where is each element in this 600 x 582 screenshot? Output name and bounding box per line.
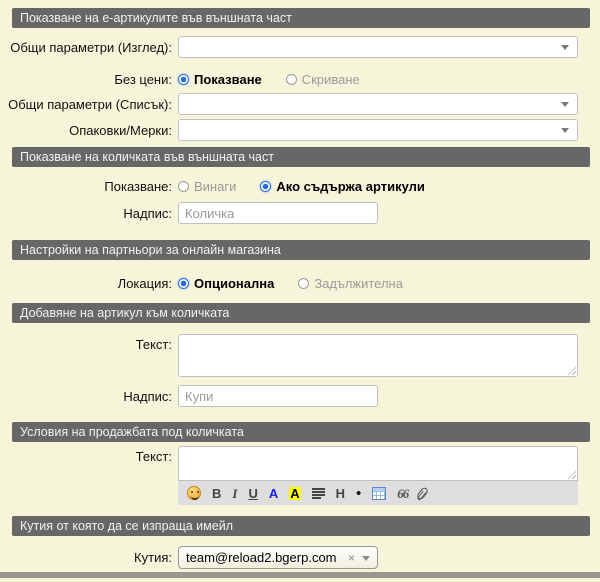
caret-down-icon[interactable] [362,556,370,565]
radio-selected-icon [178,278,189,289]
text-color-button[interactable]: A [268,485,279,501]
emoji-icon[interactable] [187,486,201,500]
pokazvane-label: Показване: [104,179,172,194]
attachment-paperclip-icon[interactable] [416,486,430,501]
section-header-sale-terms: Условия на продажбата под количката [12,422,590,442]
caret-down-icon [561,45,569,54]
opakovki-label: Опаковки/Мерки: [69,122,172,138]
lokacia-label: Локация: [117,276,172,291]
radio-label: Показване [194,72,262,87]
section-header-email-box: Кутия от която да се изпраща имейл [12,516,590,536]
bez-ceni-radio-group [178,72,360,87]
section-header-cart-display: Показване на количката във външната част [12,147,590,167]
nadpis2-label: Надпис: [123,388,172,404]
radio-label: Винаги [194,179,237,194]
bullet-list-button[interactable]: • [356,484,362,502]
section-header-add-to-cart: Добавяне на артикул към количката [12,303,590,323]
cart-caption-input[interactable] [178,202,378,224]
izgled-label: Общи параметри (Изглед): [10,39,172,55]
izgled-select[interactable] [178,36,578,58]
caret-down-icon [561,102,569,111]
radio-selected-icon [178,74,189,85]
radio-option-vinagi[interactable] [178,179,236,194]
email-box-combo[interactable] [178,546,378,569]
table-icon[interactable] [372,487,386,500]
buy-caption-input[interactable] [178,385,378,407]
section-header-partner-settings: Настройки на партньори за онлайн магазина [12,240,590,260]
online-shop-settings-form [0,8,600,578]
opakovki-select[interactable] [178,119,578,141]
bold-button[interactable]: B [212,485,222,501]
clear-x-icon[interactable]: × [347,550,355,565]
tekst2-label: Текст: [135,449,172,464]
radio-option-skrivane[interactable] [286,72,360,87]
heading-button[interactable]: H [335,485,346,501]
spisak-label: Общи параметри (Списък): [8,96,172,112]
email-box-value: team@reload2.bgerp.com [186,550,337,565]
radio-option-zadalzhitelna[interactable] [298,276,403,291]
radio-label: Задължителна [314,276,403,291]
next-section-header-partial [0,572,600,578]
lokacia-radio-group [178,276,403,291]
radio-label: Опционална [194,276,275,291]
kutia-label: Кутия: [134,550,172,565]
tekst-label: Текст: [135,337,172,352]
radio-label: Ако съдържа артикули [276,179,425,194]
bez-ceni-label: Без цени: [114,72,172,87]
radio-label: Скриване [301,72,360,87]
highlight-button[interactable]: A [290,485,300,501]
italic-button[interactable]: I [232,485,238,501]
align-left-icon[interactable] [312,488,325,499]
underline-button[interactable]: U [248,485,258,501]
richtext-toolbar [178,481,578,505]
section-header-earticles-display: Показване на е-артикулите във външната част [12,8,590,28]
radio-unselected-icon [178,181,189,192]
radio-option-opcionalna[interactable] [178,276,274,291]
spisak-select[interactable] [178,93,578,115]
radio-option-ako-sadarzha[interactable] [260,179,425,194]
radio-unselected-icon [298,278,309,289]
radio-selected-icon [260,181,271,192]
radio-option-pokazvane[interactable] [178,72,262,87]
pokazvane-radio-group [178,179,425,194]
quote-button[interactable]: 66 [397,485,409,501]
caret-down-icon [561,128,569,137]
add-to-cart-text-area[interactable] [178,334,578,377]
radio-unselected-icon [286,74,297,85]
sale-terms-text-area[interactable] [178,446,578,481]
nadpis-label: Надпис: [123,205,172,221]
